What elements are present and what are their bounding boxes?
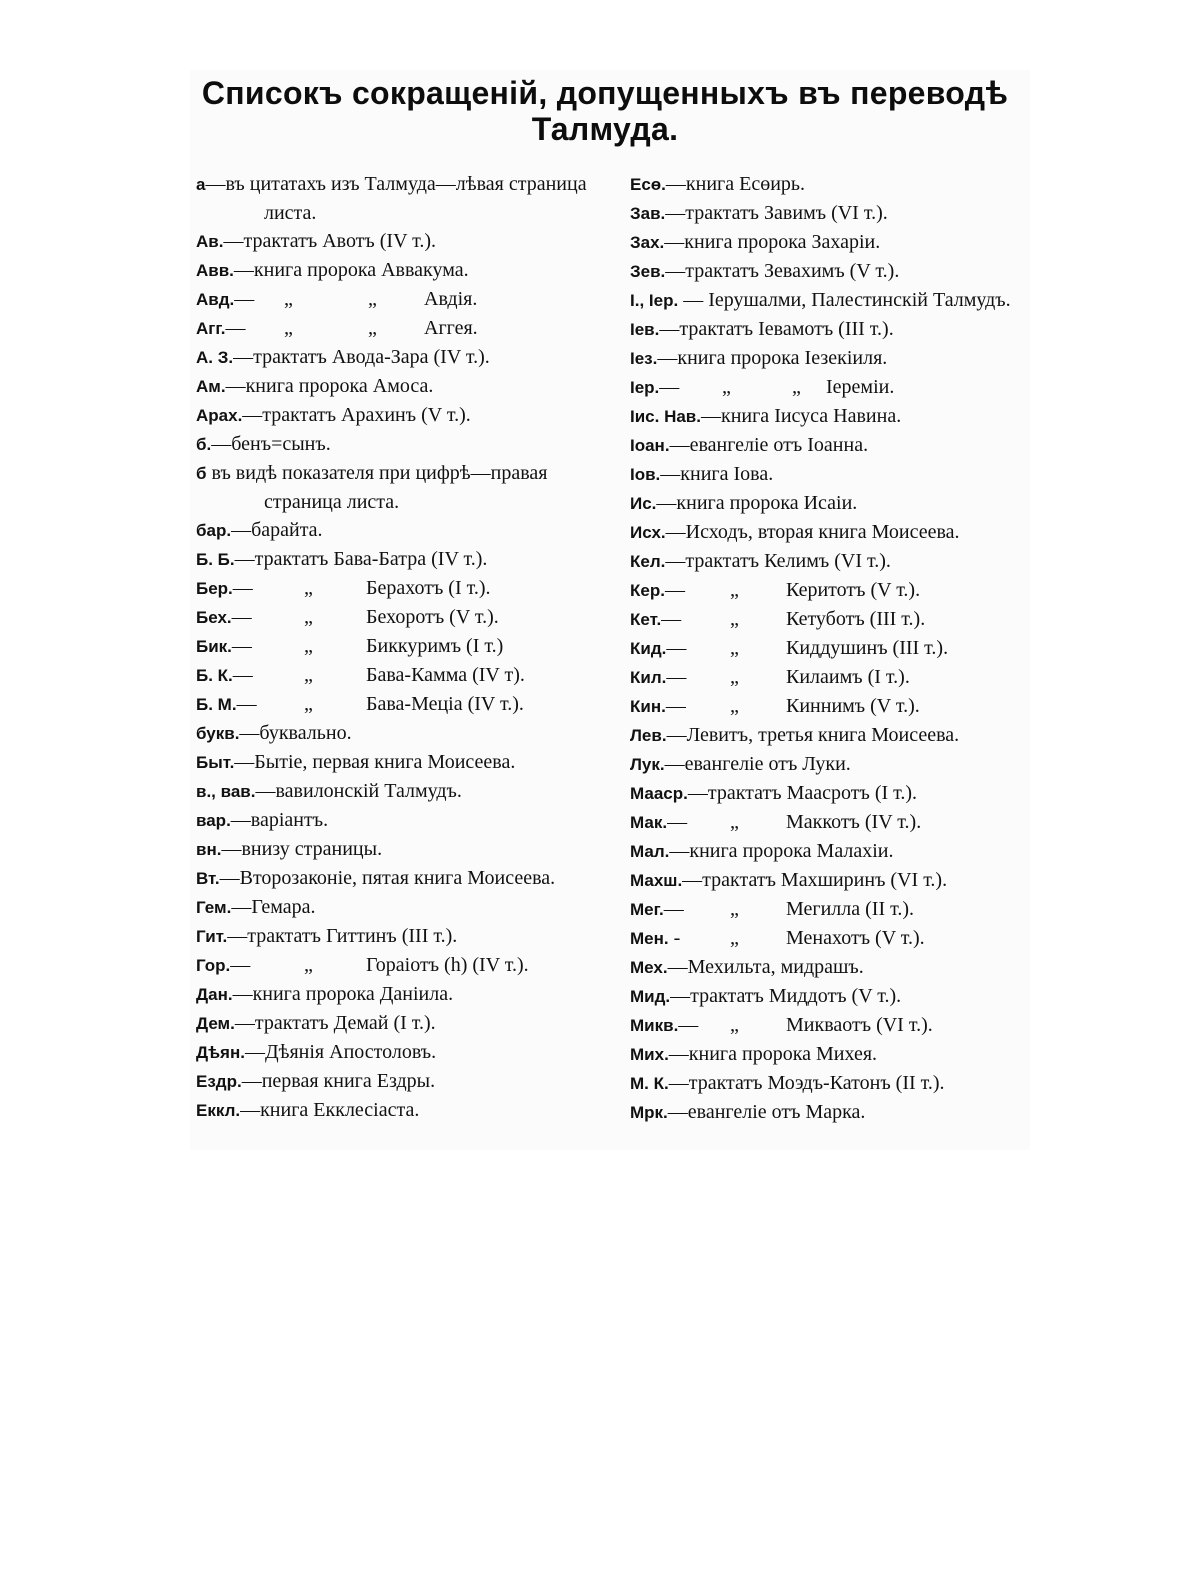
abbreviation-entry [630, 953, 1030, 982]
abbreviation: Авв. [196, 261, 234, 280]
abbreviation-meaning-tail: Аггея. [424, 317, 478, 339]
abbreviation-meaning: — [664, 579, 685, 601]
abbreviation-meaning: — [659, 376, 680, 398]
abbreviation-meaning: —трактатъ Іевамотъ (III т.). [659, 318, 894, 340]
abbreviation-entry [196, 314, 606, 343]
abbreviation: Лук. [630, 755, 665, 774]
abbreviation: Лев. [630, 726, 667, 745]
abbreviation: Іис. Нав. [630, 407, 701, 426]
abbreviation-meaning-tail: Гораіотъ (h) (IV т.). [366, 954, 529, 976]
ditto-mark: „ [730, 811, 739, 833]
abbreviation-entry [630, 779, 1030, 808]
abbreviation-meaning: — [230, 954, 251, 976]
abbreviation-meaning: —книга пророка Даніила. [232, 983, 454, 1005]
abbreviation: Махш. [630, 871, 683, 890]
abbreviation-entry [196, 893, 606, 922]
abbreviation-meaning: —Дѣянія Апостоловъ. [244, 1041, 437, 1063]
abbreviation: Кел. [630, 552, 666, 571]
abbreviation-meaning: —Бытіе, первая книга Моисеева. [234, 751, 516, 773]
abbreviation: А. З. [196, 348, 234, 367]
ditto-mark: „ [730, 695, 739, 717]
abbreviation-entry [630, 344, 1030, 373]
abbreviation-meaning: —вавилонскiй Талмудъ. [255, 780, 462, 802]
abbreviation-entry [630, 605, 1030, 634]
abbreviation-entry [196, 661, 606, 690]
abbreviation-entry [196, 777, 606, 806]
abbreviation-meaning: —книга пророка Малахіи. [669, 840, 894, 862]
abbreviation-meaning: — [667, 811, 688, 833]
abbreviation-meaning: — [663, 898, 684, 920]
abbreviation: Микв. [630, 1016, 679, 1035]
page-title: Списокъ сокращенiй, допущенныхъ въ переводѣ [201, 75, 1009, 111]
abbreviation-meaning: —Гемара. [231, 896, 316, 918]
abbreviation: Зах. [630, 233, 665, 252]
abbreviation-entry [196, 835, 606, 864]
abbreviation-meaning: —книга пророка Михея. [668, 1043, 878, 1065]
abbreviation: Вт. [196, 869, 220, 888]
abbreviation-entry [630, 634, 1030, 663]
abbreviation-meaning-tail: Биккуримъ (I т.) [366, 635, 504, 657]
abbreviation-meaning: —трактатъ Миддотъ (V т.). [670, 985, 902, 1007]
abbreviation-entry [196, 1096, 606, 1125]
abbreviation: Мех. [630, 958, 668, 977]
abbreviation-list-right [630, 170, 1030, 1127]
abbreviation-meaning: —евангеліе отъ Луки. [664, 753, 851, 775]
abbreviation: Авд. [196, 290, 235, 309]
abbreviation-entry [196, 864, 606, 893]
abbreviation: Гит. [196, 927, 228, 946]
abbreviation: Іез. [630, 349, 658, 368]
abbreviation-meaning: —бенъ=сынъ. [211, 433, 331, 455]
abbreviation-meaning: —первая книга Ездры. [241, 1070, 436, 1092]
abbreviation-meaning: — [661, 608, 682, 630]
ditto-mark: „ [730, 637, 739, 659]
abbreviation: Іоан. [630, 436, 670, 455]
ditto-mark: „ [304, 577, 313, 599]
abbreviation-entry [630, 663, 1030, 692]
abbreviation-meaning: —въ цитатахъ изъ Талмуда—лѣвая страница листа. [205, 173, 587, 224]
abbreviation-entry [630, 373, 1030, 402]
abbreviation-list-left [196, 170, 606, 1125]
abbreviation: вн. [196, 840, 222, 859]
abbreviation: Ав. [196, 232, 224, 251]
abbreviation-entry [196, 170, 606, 227]
abbreviation-meaning: въ видѣ показателя при цифрѣ—правая страница листа. [206, 462, 548, 513]
ditto-mark: „ [284, 288, 293, 310]
abbreviation-meaning: - [668, 927, 681, 949]
abbreviation-entry [196, 1038, 606, 1067]
abbreviation-entry [630, 982, 1030, 1011]
ditto-mark: „ [730, 927, 739, 949]
ditto-mark: „ [730, 579, 739, 601]
abbreviation-entry [196, 719, 606, 748]
abbreviation-meaning-tail: Микваотъ (VI т.). [786, 1014, 933, 1036]
abbreviation-meaning: —Левитъ, третья книга Моисеева. [666, 724, 960, 746]
abbreviation-meaning-tail: Кетуботъ (III т.). [786, 608, 926, 630]
abbreviation: Мид. [630, 987, 671, 1006]
abbreviation: Дан. [196, 985, 233, 1004]
abbreviation: Б. М. [196, 695, 237, 714]
abbreviation-meaning: — [666, 637, 687, 659]
abbreviation: Бер. [196, 579, 233, 598]
abbreviation-entry [196, 401, 606, 430]
abbreviation: Дѣян. [196, 1043, 245, 1062]
ditto-mark: „ [730, 608, 739, 630]
abbreviation-entry [630, 837, 1030, 866]
abbreviation-entry [630, 170, 1030, 199]
abbreviation-meaning-tail: Берахотъ (I т.). [366, 577, 491, 599]
abbreviation: Арах. [196, 406, 243, 425]
abbreviation-meaning-tail: Менахотъ (V т.). [786, 927, 925, 949]
abbreviation-entry [630, 1040, 1030, 1069]
abbreviation-entry [630, 866, 1030, 895]
abbreviation: Кид. [630, 639, 667, 658]
abbreviation: Мих. [630, 1045, 669, 1064]
abbreviation-meaning: —Исходъ, вторая книга Моисеева. [665, 521, 960, 543]
abbreviation-meaning: —книга пророка Амоса. [225, 375, 434, 397]
abbreviation-meaning: — [666, 666, 687, 688]
abbreviation: Мак. [630, 813, 668, 832]
ditto-mark: „ [368, 317, 377, 339]
ditto-mark: „ [284, 317, 293, 339]
abbreviation-meaning: —Мехильта, мидрашъ. [667, 956, 864, 978]
abbreviation-entry [196, 256, 606, 285]
abbreviation-meaning: —книга пророка Захаріи. [664, 231, 881, 253]
abbreviation-meaning: — Іерушалми, Палестинскій Талмудъ. [678, 289, 1011, 311]
abbreviation: б [196, 464, 207, 483]
abbreviation: Б. Б. [196, 550, 235, 569]
abbreviation: Гор. [196, 956, 231, 975]
abbreviation: букв. [196, 724, 240, 743]
abbreviation: Кер. [630, 581, 665, 600]
abbreviation-meaning: —евангеліе отъ Марка. [667, 1101, 866, 1123]
ditto-mark: „ [722, 376, 731, 398]
abbreviation: бар. [196, 521, 232, 540]
abbreviation: Агг. [196, 319, 226, 338]
abbreviation: а [196, 175, 206, 194]
abbreviation-meaning: —трактатъ Махширинъ (VI т.). [682, 869, 948, 891]
abbreviation-entry [630, 1098, 1030, 1127]
abbreviation: Мег. [630, 900, 664, 919]
abbreviation: Есө. [630, 175, 666, 194]
abbreviation-meaning: —книга пророка Исаіи. [656, 492, 858, 514]
ditto-mark: „ [304, 606, 313, 628]
abbreviation-entry [196, 748, 606, 777]
abbreviation-meaning: —трактатъ Моэдъ-Катонъ (II т.). [668, 1072, 945, 1094]
abbreviation: Дем. [196, 1014, 235, 1033]
abbreviation-entry [196, 922, 606, 951]
abbreviation-entry [196, 632, 606, 661]
abbreviation: Кил. [630, 668, 667, 687]
ditto-mark: „ [304, 954, 313, 976]
abbreviation: І., Іер. [630, 291, 679, 310]
abbreviation-entry [630, 750, 1030, 779]
abbreviation: Зав. [630, 204, 666, 223]
abbreviation: Быт. [196, 753, 235, 772]
abbreviation-meaning: —книга Іисуса Навина. [700, 405, 902, 427]
abbreviation-entry [630, 286, 1030, 315]
abbreviation-meaning: — [678, 1014, 699, 1036]
abbreviation-meaning: — [232, 664, 253, 686]
abbreviation-meaning-tail: Киннимъ (V т.). [786, 695, 920, 717]
abbreviation-entry [630, 924, 1030, 953]
ditto-mark: „ [730, 1014, 739, 1036]
abbreviation-entry [630, 518, 1030, 547]
abbreviation: Іев. [630, 320, 660, 339]
abbreviation: Мал. [630, 842, 670, 861]
abbreviation-meaning-tail: Іереміи. [826, 376, 895, 398]
abbreviation-meaning-tail: Авдiя. [424, 288, 478, 310]
abbreviation-meaning-tail: Бава-Меціа (IV т.). [366, 693, 524, 715]
abbreviation-meaning: — [232, 577, 253, 599]
abbreviation-meaning-tail: Керитотъ (V т.). [786, 579, 921, 601]
abbreviation-entry [630, 431, 1030, 460]
abbreviation-meaning-tail: Мегилла (II т.). [786, 898, 915, 920]
ditto-mark: „ [792, 376, 801, 398]
abbreviation-meaning: —внизу страницы. [221, 838, 383, 860]
abbreviation-entry [196, 516, 606, 545]
page-title-continued: Талмуда. [531, 111, 679, 147]
abbreviation-meaning: —трактатъ Арахинъ (V т.). [242, 404, 471, 426]
abbreviation-entry [630, 721, 1030, 750]
ditto-mark: „ [730, 898, 739, 920]
abbreviation-entry [196, 1009, 606, 1038]
abbreviation-entry [196, 1067, 606, 1096]
abbreviation-meaning: —трактатъ Гиттинъ (III т.). [227, 925, 458, 947]
abbreviation-meaning: —книга пророка Іезекіиля. [657, 347, 888, 369]
abbreviation-entry [196, 980, 606, 1009]
abbreviation-meaning: — [231, 606, 252, 628]
abbreviation-entry [196, 806, 606, 835]
abbreviation-meaning: —книга Екклесіаста. [240, 1099, 420, 1121]
abbreviation: Еккл. [196, 1101, 241, 1120]
abbreviation-meaning: —трактатъ Авотъ (IV т.). [223, 230, 437, 252]
abbreviation: Іер. [630, 378, 660, 397]
abbreviation: Гем. [196, 898, 232, 917]
abbreviation-meaning-tail: Киддушинъ (III т.). [786, 637, 949, 659]
abbreviation-meaning: —книга Есөирь. [665, 173, 806, 195]
abbreviation-entry [196, 545, 606, 574]
abbreviation-meaning: —трактатъ Зевахимъ (V т.). [665, 260, 900, 282]
abbreviation-meaning: —варiантъ. [230, 809, 329, 831]
abbreviation-meaning: —трактатъ Авода-Зара (IV т.). [233, 346, 490, 368]
abbreviation-meaning: —трактатъ Завимъ (VI т.). [665, 202, 888, 224]
abbreviation-entry [630, 257, 1030, 286]
abbreviation-meaning: —трактатъ Бава-Батра (IV т.). [234, 548, 488, 570]
ditto-mark: „ [368, 288, 377, 310]
ditto-mark: „ [304, 693, 313, 715]
abbreviation-entry [630, 489, 1030, 518]
abbreviation: М. К. [630, 1074, 669, 1093]
abbreviation: Мен. [630, 929, 669, 948]
abbreviation-meaning-tail: Бехоротъ (V т.). [366, 606, 499, 628]
abbreviation-meaning: —трактатъ Демай (I т.). [234, 1012, 436, 1034]
abbreviation-entry [196, 603, 606, 632]
abbreviation-entry [196, 459, 606, 516]
abbreviation-entry [630, 1011, 1030, 1040]
abbreviation: Кет. [630, 610, 662, 629]
abbreviation-entry [630, 808, 1030, 837]
abbreviation-entry [196, 343, 606, 372]
abbreviation: Мрк. [630, 1103, 668, 1122]
abbreviation-meaning: — [225, 317, 246, 339]
abbreviation-meaning: —книга Іова. [660, 463, 774, 485]
abbreviation-meaning: — [236, 693, 257, 715]
abbreviation: Кин. [630, 697, 666, 716]
abbreviation-meaning-tail: Килаимъ (I т.). [786, 666, 910, 688]
abbreviation-meaning: —буквально. [239, 722, 352, 744]
abbreviation-entry [630, 460, 1030, 489]
abbreviation: б. [196, 435, 212, 454]
abbreviation: Бех. [196, 608, 232, 627]
abbreviation: Іов. [630, 465, 661, 484]
abbreviation: вар. [196, 811, 231, 830]
abbreviation-entry [630, 547, 1030, 576]
abbreviation-entry [630, 576, 1030, 605]
abbreviation-entry [196, 372, 606, 401]
ditto-mark: „ [730, 666, 739, 688]
abbreviation-meaning: —трактатъ Келимъ (VI т.). [665, 550, 891, 572]
abbreviation-meaning: —барайта. [231, 519, 323, 541]
abbreviation-entry [630, 1069, 1030, 1098]
abbreviation-entry [630, 315, 1030, 344]
abbreviation-meaning: — [665, 695, 686, 717]
abbreviation: Исх. [630, 523, 666, 542]
abbreviation-entry [196, 430, 606, 459]
abbreviation-entry [630, 402, 1030, 431]
abbreviation-entry [196, 227, 606, 256]
abbreviation: Ис. [630, 494, 657, 513]
abbreviation-meaning: — [234, 288, 255, 310]
abbreviation-entry [630, 895, 1030, 924]
ditto-mark: „ [304, 664, 313, 686]
abbreviation-entry [196, 285, 606, 314]
abbreviation-meaning: —Второзаконіе, пятая книга Моисеева. [219, 867, 556, 889]
abbreviation: Бик. [196, 637, 232, 656]
abbreviation: Б. К. [196, 666, 233, 685]
abbreviation-meaning: —трактатъ Маасротъ (I т.). [687, 782, 918, 804]
abbreviation-entry [196, 951, 606, 980]
abbreviation-entry [196, 574, 606, 603]
abbreviation: в., вав. [196, 782, 256, 801]
abbreviation-meaning-tail: Бава-Камма (IV т). [366, 664, 525, 686]
abbreviation: Мааср. [630, 784, 688, 803]
abbreviation: Ам. [196, 377, 226, 396]
abbreviation-meaning-tail: Маккотъ (IV т.). [786, 811, 922, 833]
abbreviation-entry [630, 228, 1030, 257]
abbreviation-meaning: —книга пророка Аввакума. [233, 259, 469, 281]
abbreviation-meaning: —евангеліе отъ Іоанна. [669, 434, 869, 456]
abbreviation: Зев. [630, 262, 666, 281]
abbreviation-entry [630, 692, 1030, 721]
abbreviation-entry [196, 690, 606, 719]
ditto-mark: „ [304, 635, 313, 657]
abbreviation-entry [630, 199, 1030, 228]
abbreviation: Ездр. [196, 1072, 242, 1091]
abbreviation-meaning: — [231, 635, 252, 657]
